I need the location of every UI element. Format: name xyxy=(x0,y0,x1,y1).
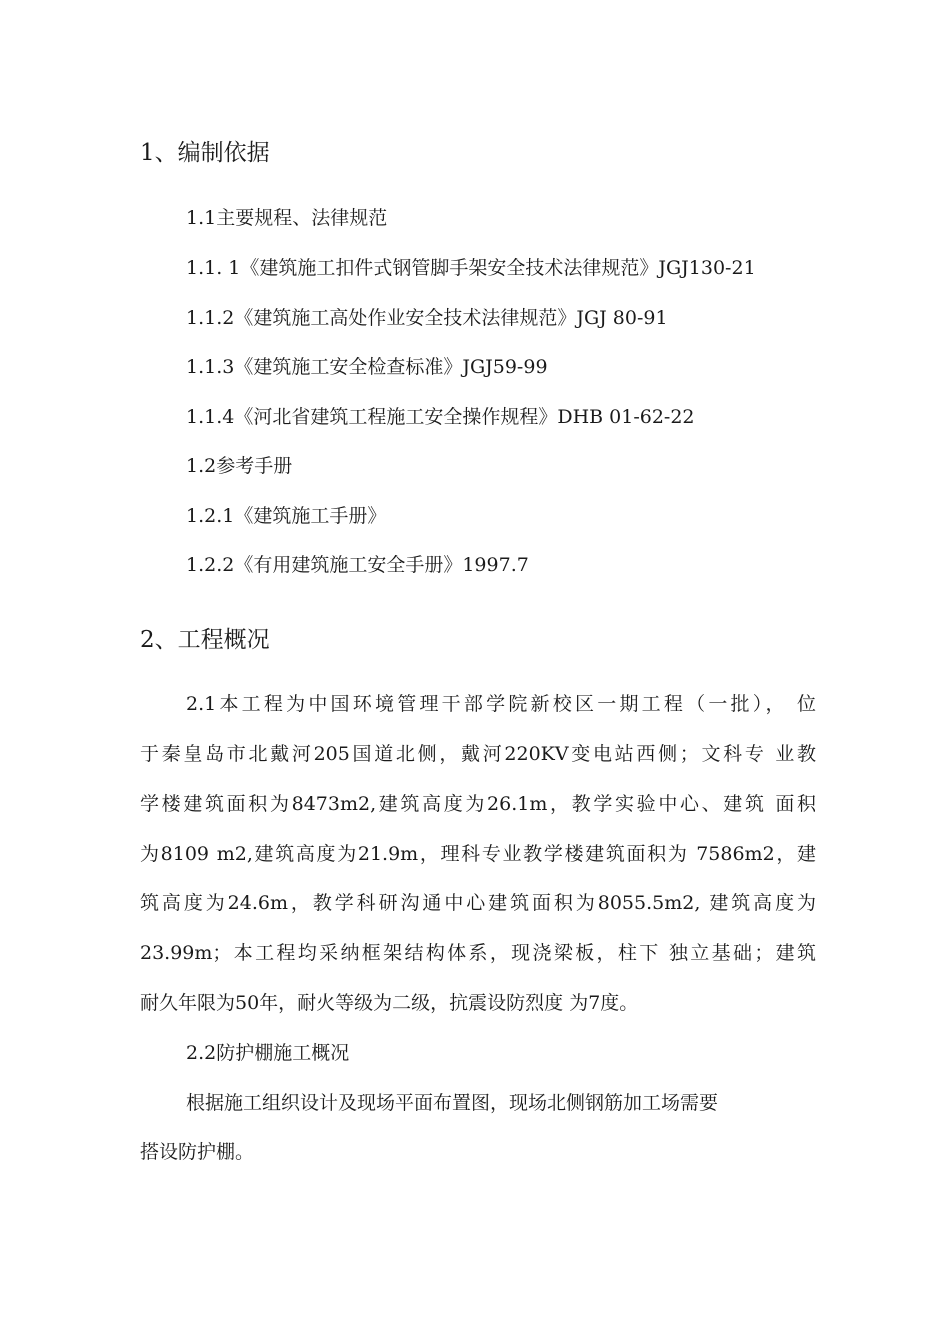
paragraph-line: 为8109 m2,建筑高度为21.9m，理科专业教学楼建筑面积为 7586m2，建 xyxy=(140,843,816,865)
paragraph-line: 于秦皇岛市北戴河205国道北侧，戴河220KV变电站西侧；文科专 业教 xyxy=(140,743,816,765)
paragraph-line: 23.99m；本工程均采纳框架结构体系，现浇梁板，柱下 独立基础；建筑 xyxy=(140,942,816,964)
reference-item: 1.2.2《有用建筑施工安全手册》1997.7 xyxy=(186,554,529,576)
paragraph-line: 耐久年限为50年，耐火等级为二级，抗震设防烈度 为7度。 xyxy=(140,992,639,1014)
reference-item: 1.1.4《河北省建筑工程施工安全操作规程》DHB 01-62-22 xyxy=(186,406,695,428)
paragraph-line: 学楼建筑面积为8473m2,建筑高度为26.1m，教学实验中心、建筑 面积 xyxy=(140,793,816,815)
paragraph-line: 搭设防护棚。 xyxy=(140,1141,255,1163)
paragraph-line: 2.1本工程为中国环境管理干部学院新校区一期工程（一批）， 位 xyxy=(186,693,816,715)
reference-item: 1.1. 1《建筑施工扣件式钢管脚手架安全技术法律规范》JGJ130-21 xyxy=(186,257,756,279)
subsection-2-2-heading: 2.2防护棚施工概况 xyxy=(186,1042,350,1064)
paragraph-line: 筑高度为24.6m，教学科研沟通中心建筑面积为8055.5m2, 建筑高度为 xyxy=(140,892,816,914)
reference-item: 1.2.1《建筑施工手册》 xyxy=(186,505,387,527)
subsection-1-1-heading: 1.1主要规程、法律规范 xyxy=(186,207,388,229)
paragraph-line: 根据施工组织设计及现场平面布置图，现场北侧钢筋加工场需要 xyxy=(186,1092,719,1114)
section-2-heading: 2、工程概况 xyxy=(140,627,270,653)
subsection-1-2-heading: 1.2参考手册 xyxy=(186,455,293,477)
reference-item: 1.1.2《建筑施工高处作业安全技术法律规范》JGJ 80-91 xyxy=(186,307,668,329)
reference-item: 1.1.3《建筑施工安全检查标准》JGJ59-99 xyxy=(186,356,548,378)
section-1-heading: 1、编制依据 xyxy=(140,140,270,166)
